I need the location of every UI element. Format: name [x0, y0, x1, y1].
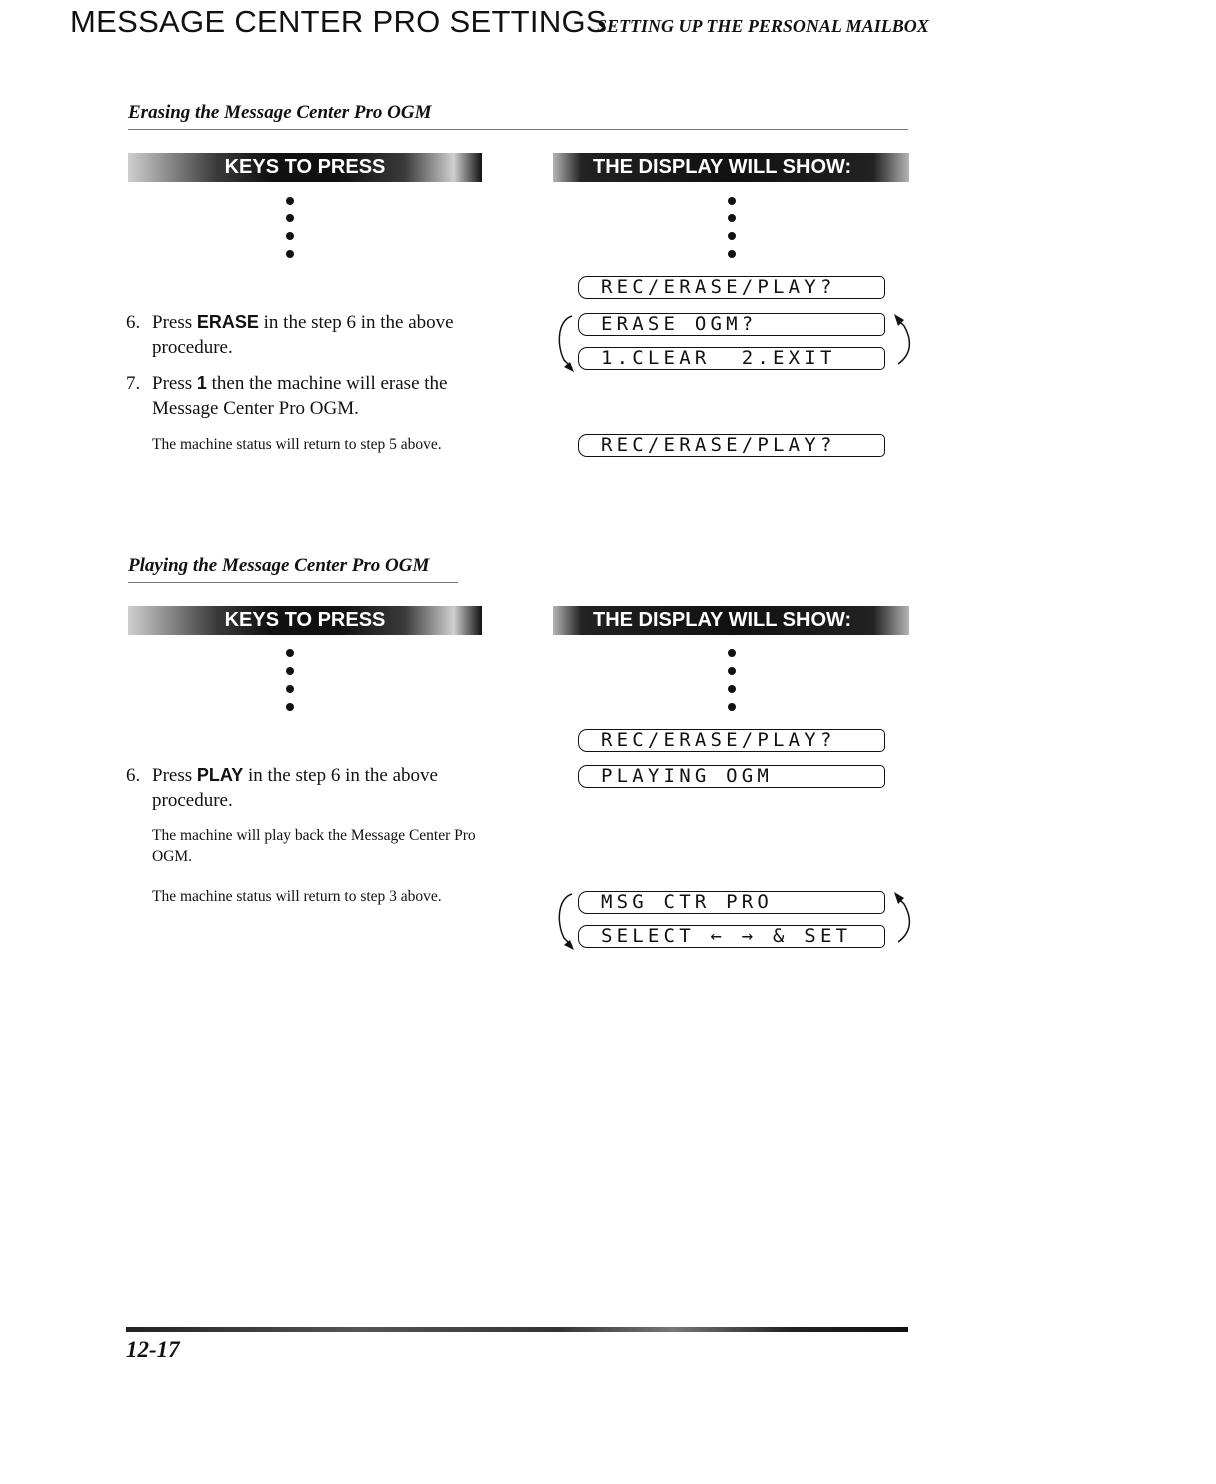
- alternate-left-arrow-icon: [550, 310, 580, 380]
- lcd-display: REC/ERASE/PLAY?: [578, 434, 885, 457]
- lcd-display: ERASE OGM?: [578, 313, 885, 336]
- lcd-display: REC/ERASE/PLAY?: [578, 729, 885, 752]
- section-rule: [128, 129, 908, 130]
- note-play-back: The machine will play back the Message Center Pro OGM.: [152, 827, 476, 865]
- keys-to-press-banner: KEYS TO PRESS: [128, 606, 482, 635]
- step-6-erase: 6. Press ERASE in the step 6 in the above procedure.: [126, 312, 454, 358]
- section-rule: [128, 582, 458, 583]
- alternate-right-arrow-icon: [890, 888, 920, 958]
- keys-to-press-banner: KEYS TO PRESS: [128, 153, 482, 182]
- page-header-title: MESSAGE CENTER PRO SETTINGS: [70, 4, 607, 39]
- page-number: 12-17: [126, 1337, 180, 1362]
- alternate-right-arrow-icon: [890, 310, 920, 380]
- erase-key: ERASE: [196, 312, 259, 332]
- section-title-play: Playing the Message Center Pro OGM: [128, 555, 430, 576]
- section-title-erase: Erasing the Message Center Pro OGM: [128, 102, 432, 123]
- display-will-show-banner: THE DISPLAY WILL SHOW:: [553, 606, 909, 635]
- lcd-display: 1.CLEAR 2.EXIT: [578, 347, 885, 370]
- step-6-play: 6. Press PLAY in the step 6 in the above procedure.: [126, 765, 438, 811]
- lcd-display: REC/ERASE/PLAY?: [578, 276, 885, 299]
- note-return-step-3: The machine status will return to step 3 above.: [152, 888, 442, 905]
- footer-rule: [126, 1327, 908, 1332]
- step-7-erase: 7. Press 1 then the machine will erase the Message Center Pro OGM.: [126, 373, 448, 419]
- alternate-left-arrow-icon: [550, 888, 580, 958]
- play-key: PLAY: [196, 765, 244, 785]
- page-header-subtitle: SETTING UP THE PERSONAL MAILBOX: [597, 16, 929, 36]
- one-key: 1: [196, 373, 207, 393]
- lcd-display: PLAYING OGM: [578, 765, 885, 788]
- lcd-display: MSG CTR PRO: [578, 891, 885, 914]
- display-will-show-banner: THE DISPLAY WILL SHOW:: [553, 153, 909, 182]
- lcd-display: SELECT ← → & SET: [578, 925, 885, 948]
- note-return-step-5: The machine status will return to step 5 above.: [152, 436, 442, 453]
